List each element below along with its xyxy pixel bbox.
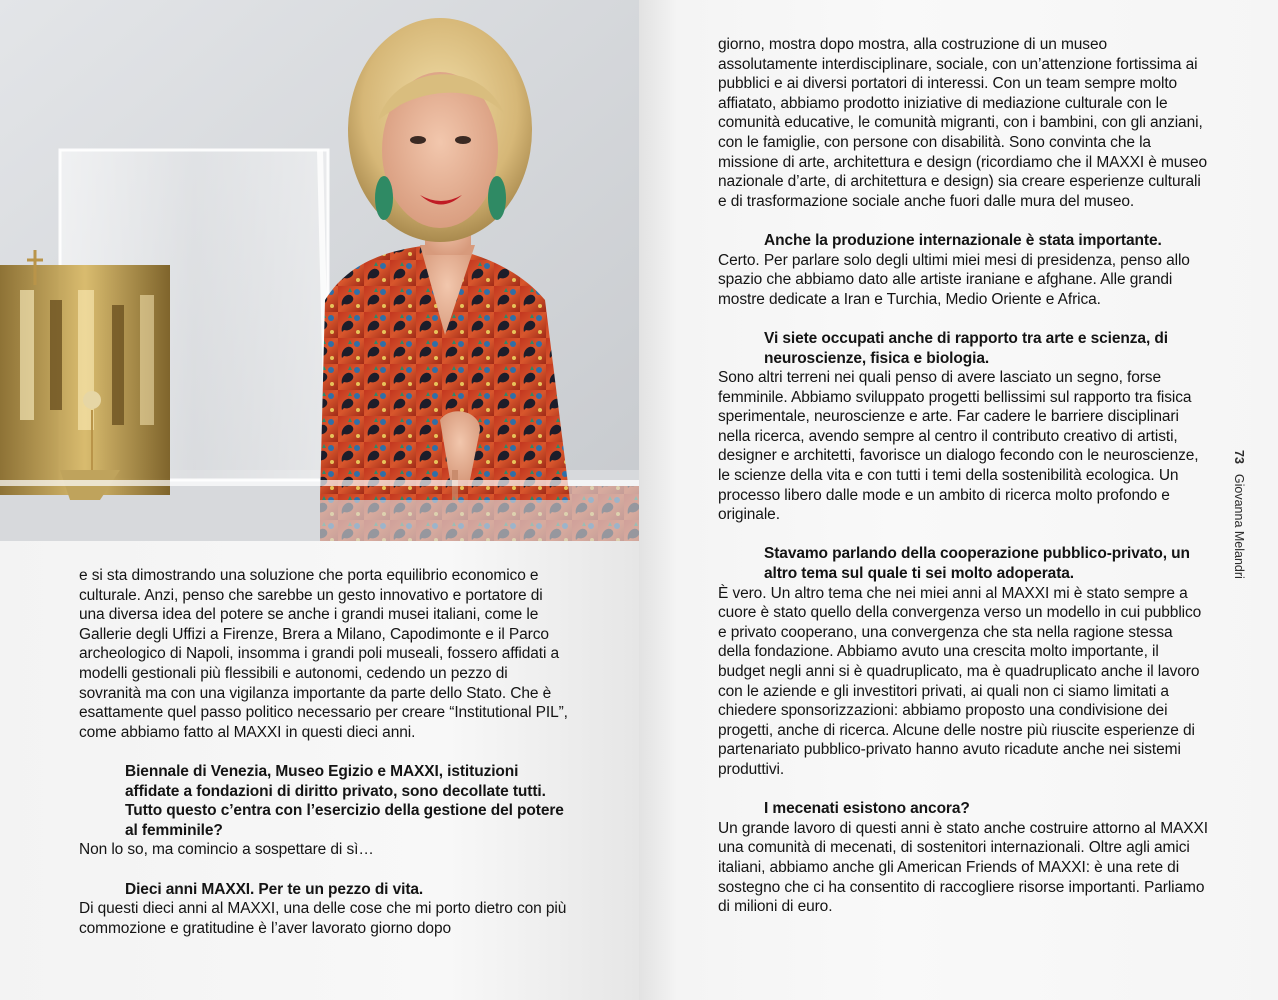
answer-paragraph: Sono altri terreni nei quali penso di avere lasciato un segno, forse femminile. Abbiamo sviluppato progetti bellissimi sul rapporto tra fisica sperimentale, neuroscienze e arte. Far cadere le barriere disciplinari nella ricerca, avendo sempre al centro il contributo creativo di artisti, designer e architetti, favorisce un dialogo fecondo con le neuroscienze, le scienze della vita e con tutti i temi della sostenibilità ecologica. Un processo libero dalle mode e un ambito di ricerca molto profondo e originale.: [718, 369, 1199, 524]
portrait-photo: [0, 0, 639, 541]
right-page: [639, 0, 1278, 1000]
portrait-illustration: [0, 0, 639, 541]
question-paragraph: Vi siete occupati anche di rapporto tra arte e scienza, di neuroscienze, fisica e biologia.: [764, 329, 1168, 367]
answer-paragraph: Non lo so, ma comincio a sospettare di sì…: [79, 841, 374, 859]
answer-paragraph: Certo. Per parlare solo degli ultimi miei mesi di presidenza, penso allo spazio che abbiamo dato alle artiste iraniane e afghane. Alle grandi mostre dedicate a Iran e Turchia, Medio Oriente e Africa.: [718, 251, 1190, 308]
question-paragraph: Stavamo parlando della cooperazione pubblico-privato, un altro tema sul quale ti sei molto adoperata.: [764, 545, 1190, 583]
answer-paragraph: giorno, mostra dopo mostra, alla costruzione di un museo assolutamente interdisciplinare, sociale, con un’attenzione fortissima ai pubblici e ai diversi portatori di interessi. Con un team sempre molto affiatato, abbiamo prodotto iniziative di mediazione culturale con le comunità educative, le comunità migranti, con i bambini, con gli anziani, con le famiglie, con persone con disabilità. Sono convinta che la missione di arte, architettura e design (ricordiamo che il MAXXI è museo nazionale d’arte, di architettura e design) sia creare esperienze culturali e di trasformazione sociale anche fuori dalle mura del museo.: [718, 36, 1208, 210]
answer-paragraph: È vero. Un altro tema che nei miei anni al MAXXI mi è stato sempre a cuore è stato quello della convergenza verso un modello in cui pubblico e privato cooperano, una convergenza che sta nella ragione stessa della fondazione. Abbiamo avuto una crescita molto importante, il budget negli anni si è quadruplicato, ma è quadruplicato anche il lavoro con le aziende e gli investitori privati, ai quali non ci siamo limitati a chiedere sponsorizzazioni: abbiamo proposto una condivisione dei progetti, anche di ricerca. Alcune delle nostre più riuscite esperienze di partenariato pubblico-privato hanno avuto ricadute anche nei sistemi produttivi.: [718, 584, 1202, 778]
right-text-column: [718, 35, 1208, 917]
question-paragraph: Biennale di Venezia, Museo Egizio e MAXXI, istituzioni affidate a fondazioni di diritto privato, sono decollate tutti. Tutto questo c’entra con l’esercizio della gestione del potere al femminile?: [125, 762, 564, 839]
running-folio: [1228, 450, 1248, 650]
answer-paragraph: Un grande lavoro di questi anni è stato anche costruire attorno al MAXXI una comunità di mecenati, di sostenitori internazionali. Oltre agli amici italiani, abbiamo anche gli American Friends of MAXXI: è una rete di sostegno che ci ha consentito di raccogliere risorse importanti. Parliamo di milioni di euro.: [718, 819, 1208, 916]
left-text-column: [79, 566, 569, 938]
answer-paragraph: e si sta dimostrando una soluzione che porta equilibrio economico e culturale. Anzi, penso che sarebbe un gesto innovativo e portatore di una diversa idea del potere se anche i grandi musei italiani, come le Gallerie degli Uffizi a Firenze, Brera a Milano, Capodimonte e il Parco archeologico di Napoli, insomma i grandi poli museali, fossero affidati a modelli gestionali più flessibili e autonomi, cedendo un pezzo di sovranità ma con una vigilanza importante da parte dello Stato. Che è esattamente quel passo politico necessario per creare “Institutional PIL”, come abbiamo fatto al MAXXI in questi dieci anni.: [79, 567, 568, 741]
running-head: Giovanna Melandri: [1232, 473, 1246, 579]
question-paragraph: I mecenati esistono ancora?: [764, 800, 970, 818]
question-paragraph: Dieci anni MAXXI. Per te un pezzo di vita.: [125, 880, 424, 898]
question-paragraph: Anche la produzione internazionale è stata importante.: [764, 231, 1162, 249]
answer-paragraph: Di questi dieci anni al MAXXI, una delle cose che mi porto dietro con più commozione e gratitudine è l’aver lavorato giorno dopo: [79, 900, 567, 937]
page-number: 73: [1232, 450, 1246, 464]
